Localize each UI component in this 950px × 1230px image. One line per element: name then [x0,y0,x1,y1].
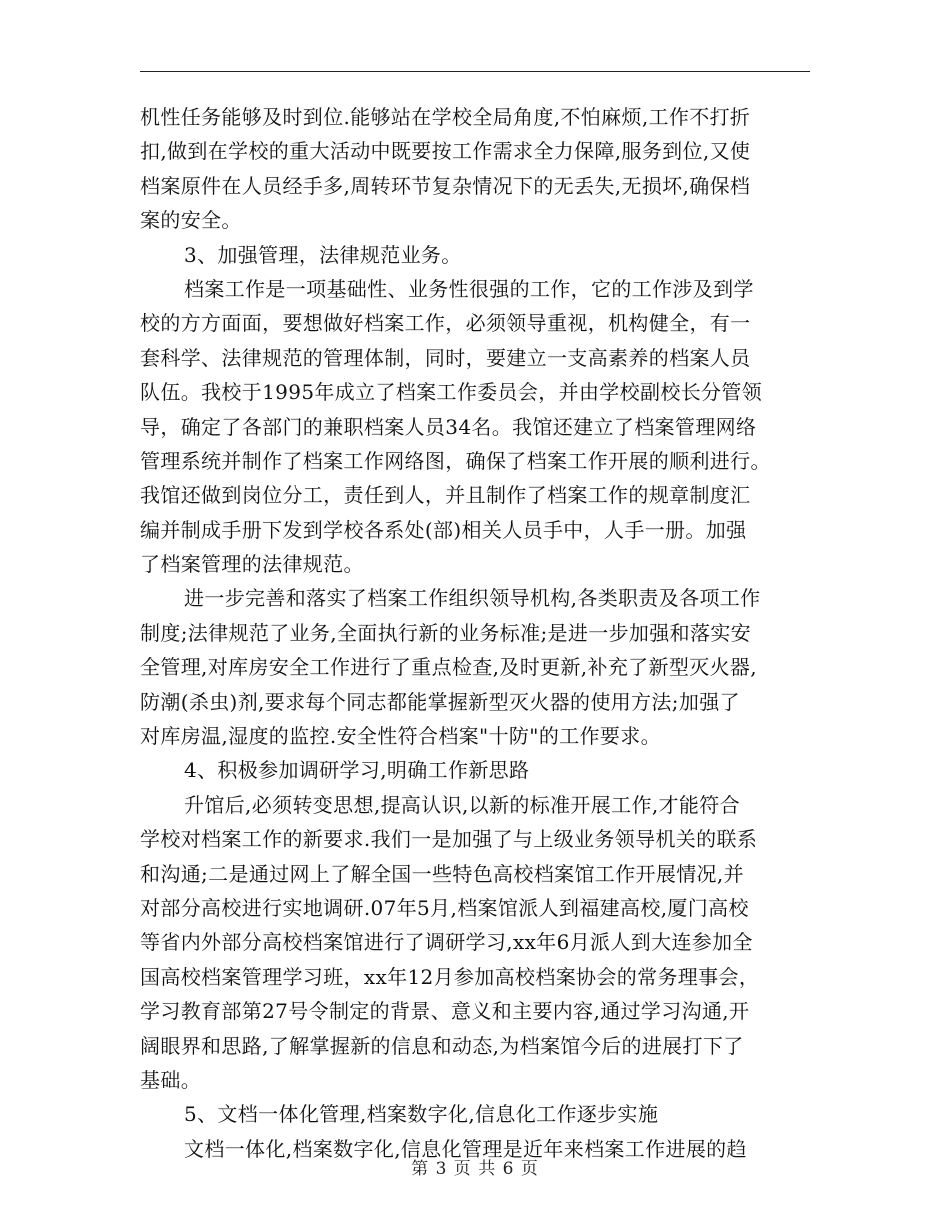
text-line: 案的安全。 [140,208,242,233]
document-body [140,100,812,1166]
text-line: 编并制成手册下发到学校各系处(部)相关人员手中，人手一册。加强 [140,517,747,542]
text-line: 扣,做到在学校的重大活动中既要按工作需求全力保障,服务到位,又使 [140,139,751,164]
text-line: 等省内外部分高校档案馆进行了调研学习,xx年6月派人到大连参加全 [140,930,753,955]
text-line: 对库房温,湿度的监控.安全性符合档案"十防"的工作要求。 [140,724,661,749]
text-line: 队伍。我校于1995年成立了档案工作委员会，并由学校副校长分管领 [140,380,763,405]
text-line: 学习教育部第27号令制定的背景、意义和主要内容,通过学习沟通,开 [140,999,750,1024]
text-line: 和沟通;二是通过网上了解全国一些特色高校档案馆工作开展情况,并 [140,861,744,886]
text-line: 阔眼界和思路,了解掌握新的信息和动态,为档案馆今后的进展打下了 [140,1033,744,1058]
text-line: 管理系统并制作了档案工作网络图，确保了档案工作开展的顺利进行。 [140,448,771,473]
text-line: 档案原件在人员经手多,周转环节复杂情况下的无丢失,无损坏,确保档 [140,173,751,198]
text-line: 校的方方面面，要想做好档案工作，必须领导重视，机构健全，有一 [140,311,751,336]
text-line: 对部分高校进行实地调研.07年5月,档案馆派人到福建高校,厦门高校 [140,895,749,920]
text-line: 4、积极参加调研学习,明确工作新思路 [184,758,530,783]
text-line: 导，确定了各部门的兼职档案人员34名。我馆还建立了档案管理网络 [140,414,757,439]
text-line: 升馆后,必须转变思想,提高认识,以新的标准开展工作,才能符合 [184,792,740,817]
text-line: 我馆还做到岗位分工，责任到人，并且制作了档案工作的规章制度汇 [140,483,751,508]
header-rule [140,71,810,72]
text-line: 套科学、法律规范的管理体制，同时，要建立一支高素养的档案人员 [140,345,751,370]
text-line: 机性任务能够及时到位.能够站在学校全局角度,不怕麻烦,工作不打折 [140,105,751,129]
text-line: 防潮(杀虫)剂,要求每个同志都能掌握新型灭火器的使用方法;加强了 [140,689,740,714]
text-line: 全管理,对库房安全工作进行了重点检查,及时更新,补充了新型灭火器, [140,655,757,680]
text-line: 学校对档案工作的新要求.我们一是加强了与上级业务领导机关的联系 [140,827,758,852]
text-line: 进一步完善和落实了档案工作组织领导机构,各类职责及各项工作 [184,586,761,611]
text-line: 国高校档案管理学习班，xx年12月参加高校档案协会的常务理事会， [140,964,760,989]
text-line: 基础。 [140,1067,202,1092]
text-line: 档案工作是一项基础性、业务性很强的工作，它的工作涉及到学 [184,276,754,301]
text-line: 文档一体化,档案数字化,信息化管理是近年来档案工作进展的趋 [184,1136,747,1161]
text-line: 5、文档一体化管理,档案数字化,信息化工作逐步实施 [184,1102,659,1127]
page-footer: 第 3 页 共 6 页 [411,1159,539,1179]
text-line: 了档案管理的法律规范。 [140,552,364,577]
text-line: 3、加强管理，法律规范业务。 [184,242,462,267]
text-line: 制度;法律规范了业务,全面执行新的业务标准;是进一步加强和落实安 [140,620,752,645]
